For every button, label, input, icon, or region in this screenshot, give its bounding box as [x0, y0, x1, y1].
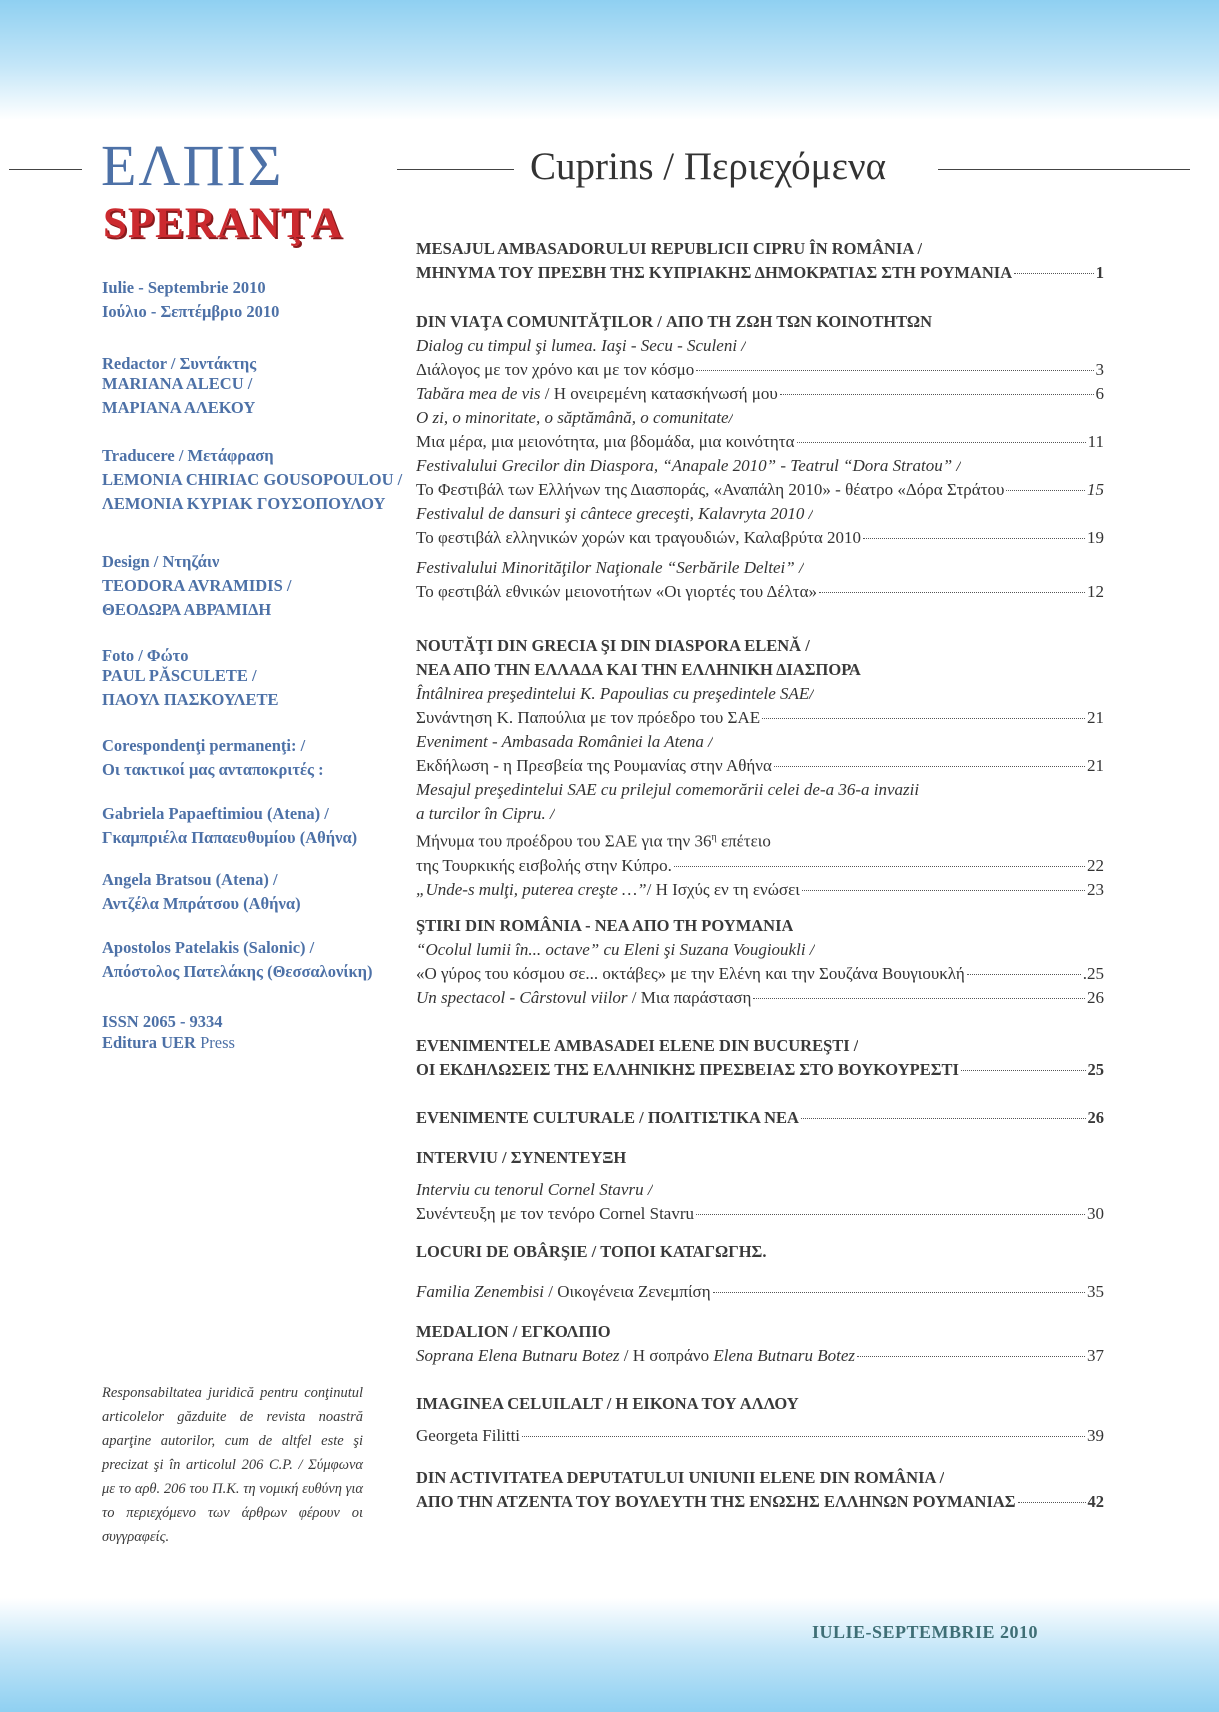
toc-entry[interactable]: Soprana Elena Butnaru Botez / Η σοπράνο Elena Butnaru Botez 37 — [416, 1344, 1104, 1368]
page-number: 21 — [1087, 708, 1104, 727]
toc-entry[interactable]: Συνέντευξη με τον τενόρο Cornel Stavru 30 — [416, 1202, 1104, 1226]
toc-section-communities: DIN VIAŢA COMUNITĂŢILOR / ΑΠΟ ΤΗ ΖΩΗ ΤΩΝ ΚΟΙΝΟΤΗΤΩΝ Dialog cu timpul şi lumea. Iaşi - Secu - Sculeni / Διάλογος με τον χρόνο και με τον κόσμο 3 Tabăra mea de vis / Η ονειρεμένη κατασκήνωσή μου 6 O zi, o minoritate, o săptămână, o comunitate/ Μια μέρα, μια μειονότητα, μια βδομάδα, μια κοινότητα 11 Festivalului Grecilor din Diaspora, “Anapale 2010” - Teatrul “Dora Stratou” / Το Φεστιβάλ των Ελλήνων της Διασποράς, «Αναπάλη 2010» - θέατρο «Δόρα Στράτου 15 Festivalul de dansuri şi cântece greceşti, Kalavryta 2010 / Το φεστιβάλ ελληνικών χορών και τραγουδιών, Καλαβρύτα 2010 19 Festivalului Minorităţilor Naţionale “Serbările Deltei” / Το φεστιβάλ εθνικών μειονοτήτων «Οι γιορτές του Δέλτα» 12 — [416, 310, 1104, 604]
page-number: 1 — [1095, 263, 1104, 282]
toc-entry[interactable]: Το Φεστιβάλ των Ελλήνων της Διασποράς, «Αναπάλη 2010» - θέατρο «Δόρα Στράτου 15 — [416, 478, 1104, 502]
toc-entry[interactable]: Συνάντηση Κ. Παπούλια με τον πρόεδρο του ΣΑΕ 21 — [416, 706, 1104, 730]
page-number: 3 — [1095, 360, 1104, 379]
toc-section-romania-news: ŞTIRI DIN ROMÂNIA - ΝΕΑ ΑΠΟ ΤΗ ΡΟΥΜΑΝΙΑ “Ocolul lumii în... octave” cu Eleni şi Suzana Vougioukli / «Ο γύρος του κόσμου σε... οκτάβες» με την Ελένη και την Σουζάνα Βουγιουκλή .25 Un spectacol - Cârstovul viilor / Μια παράσταση 26 — [416, 914, 1104, 1010]
bottom-gradient-band — [0, 1598, 1219, 1712]
issue-date: Iulie - Septembrie 2010 Ιούλιο - Σεπτέμβριο 2010 — [102, 278, 280, 321]
page-number: 11 — [1087, 432, 1104, 451]
toc-entry[interactable]: „Unde-s mulţi, puterea creşte …”/ Η Ισχύς εν τη ενώσει 23 — [416, 878, 1104, 902]
credit-editor: Redactor / Συντάκτης MARIANA ALECU / ΜΑΡΙΑΝΑ ΑΛΕΚΟΥ — [102, 354, 257, 417]
header-rule-left — [9, 169, 82, 170]
toc-section-interview: INTERVIU / ΣΥΝΕΝΤΕΥΞΗ Interviu cu tenorul Cornel Stavru / Συνέντευξη με τον τενόρο Cornel Stavru 30 — [416, 1146, 1104, 1226]
page-number: 15 — [1087, 480, 1104, 499]
correspondent-2: Angela Bratsou (Atena) / Αντζέλα Μπράτσου (Αθήνα) — [102, 870, 301, 913]
publication-info — [102, 1010, 235, 1055]
masthead-romanian-title: SPERANŢA — [103, 200, 343, 247]
toc-section-cultural-events — [416, 1106, 1104, 1130]
legal-disclaimer: Responsabiltatea juridică pentru conţinutul articolelor găzduite de revista noastră aparţine autorilor, cum de altfel este şi precizat şi în articolul 206 C.P. / Σύμφωνα με το αρθ. 206 του Π.Κ. τη νομική ευθύνη για το περιεχόμενο των άρθρων φέρουν οι συγγραφείς. — [102, 1385, 363, 1545]
toc-entry[interactable]: EVENIMENTE CULTURALE / ΠΟΛΙΤΙΣΤΙΚΑ ΝΕΑ 26 — [416, 1106, 1104, 1130]
section-heading: ΝΕΑ ΑΠΟ ΤΗΝ ΕΛΛΑΔΑ ΚΑΙ ΤΗΝ ΕΛΛΗΝΙΚΗ ΔΙΑΣΠΟΡΑ — [416, 660, 861, 679]
section-heading: INTERVIU / ΣΥΝΕΝΤΕΥΞΗ — [416, 1148, 627, 1167]
toc-entry[interactable]: Διάλογος με τον χρόνο και με τον κόσμο 3 — [416, 358, 1104, 382]
credit-role: Foto / Φώτο — [102, 646, 189, 665]
toc-section-deputy-activity: DIN ACTIVITATEA DEPUTATULUI UNIUNII ELENE DIN ROMÂNIA / ΑΠΟ ΤΗΝ ΑΤΖΕΝΤΑ ΤΟΥ ΒΟΥΛΕΥΤΗ ΤΗΣ ΕΝΩΣΗΣ ΕΛΛΗΝΩΝ ΡΟΥΜΑΝΙΑΣ 42 — [416, 1466, 1104, 1514]
section-heading: ŞTIRI DIN ROMÂNIA - ΝΕΑ ΑΠΟ ΤΗ ΡΟΥΜΑΝΙΑ — [416, 916, 794, 935]
credit-translation: Traducere / Μετάφραση LEMONIA CHIRIAC GOUSOPOULOU / ΛΕΜΟΝΙΑ ΚΥΡΙΑΚ ΓΟΥΣΟΠΟΥΛΟΥ — [102, 446, 403, 513]
top-gradient-band — [0, 0, 1219, 120]
page-number: 12 — [1087, 582, 1104, 601]
toc-entry[interactable]: ΑΠΟ ΤΗΝ ΑΤΖΕΝΤΑ ΤΟΥ ΒΟΥΛΕΥΤΗ ΤΗΣ ΕΝΩΣΗΣ ΕΛΛΗΝΩΝ ΡΟΥΜΑΝΙΑΣ 42 — [416, 1490, 1104, 1514]
footer-issue-date: IULIE-SEPTEMBRIE 2010 — [812, 1622, 1039, 1642]
toc-entry[interactable]: Familia Zenembisi / Οικογένεια Ζενεμπίση 35 — [416, 1280, 1104, 1304]
page-number: 35 — [1087, 1282, 1104, 1301]
toc-section-embassy-events: EVENIMENTELE AMBASADEI ELENE DIN BUCUREŞTI / ΟΙ ΕΚΔΗΛΩΣΕΙΣ ΤΗΣ ΕΛΛΗΝΙΚΗΣ ΠΡΕΣΒΕΙΑΣ ΣΤΟ ΒΟΥΚΟΥΡΕΣΤΙ 25 — [416, 1034, 1104, 1082]
page-number: 25 — [1087, 1060, 1104, 1079]
toc-entry[interactable]: Μια μέρα, μια μειονότητα, μια βδομάδα, μια κοινότητα 11 — [416, 430, 1104, 454]
toc-entry[interactable]: Un spectacol - Cârstovul viilor / Μια παράσταση 26 — [416, 986, 1104, 1010]
toc-entry[interactable]: ΜΗΝΥΜΑ ΤΟΥ ΠΡΕΣΒΗ ΤΗΣ ΚΥΠΡΙΑΚΗΣ ΔΗΜΟΚΡΑΤΙΑΣ ΣΤΗ ΡΟΥΜΑΝΙΑ 1 — [416, 261, 1104, 285]
toc-section-medallion — [416, 1320, 1104, 1368]
toc-title: Cuprins / Περιεχόμενα — [530, 145, 887, 188]
toc-entry[interactable]: «Ο γύρος του κόσμου σε... οκτάβες» με την Ελένη και την Σουζάνα Βουγιουκλή .25 — [416, 962, 1104, 986]
correspondent-1: Gabriela Papaeftimiou (Atena) / Γκαμπριέλα Παπαευθυμίου (Αθήνα) — [102, 804, 358, 847]
header-rule-middle — [397, 169, 514, 170]
section-heading: DIN VIAŢA COMUNITĂŢILOR / ΑΠΟ ΤΗ ΖΩΗ ΤΩΝ ΚΟΙΝΟΤΗΤΩΝ — [416, 312, 933, 331]
page-number: 30 — [1087, 1204, 1104, 1223]
toc-section-ambassador-message: MESAJUL AMBASADORULUI REPUBLICII CIPRU ÎN ROMÂNIA / ΜΗΝΥΜΑ ΤΟΥ ΠΡΕΣΒΗ ΤΗΣ ΚΥΠΡΙΑΚΗΣ ΔΗΜΟΚΡΑΤΙΑΣ ΣΤΗ ΡΟΥΜΑΝΙΑ 1 — [416, 237, 1104, 285]
toc-entry[interactable]: Tabăra mea de vis / Η ονειρεμένη κατασκήνωσή μου 6 — [416, 382, 1104, 406]
credit-design: Design / Ντηζάιν TEODORA AVRAMIDIS / ΘΕΟΔΩΡΑ ΑΒΡΑΜΙΔΗ — [102, 552, 292, 619]
section-heading: MEDALION / ΕΓΚΟΛΠΙΟ — [416, 1322, 611, 1341]
toc-section-greece-diaspora: NOUTĂŢI DIN GRECIA ŞI DIN DIASPORA ELENĂ / ΝΕΑ ΑΠΟ ΤΗΝ ΕΛΛΑΔΑ ΚΑΙ ΤΗΝ ΕΛΛΗΝΙΚΗ ΔΙΑΣΠΟΡΑ Întâlnirea preşedintelui K. Papoulias cu preşedintele SAE/ Συνάντηση Κ. Παπούλια με τον πρόεδρο του ΣΑΕ 21 Eveniment - Ambasada României la Atena / Εκδήλωση - η Πρεσβεία της Ρουμανίας στην Αθήνα 21 Mesajul preşedintelui SAE cu prilejul comemorării celei de-a 36-a invazii a turcilor în Cipru. / Μήνυμα του προέδρου του ΣΑΕ για την $36^\eta$ επέτειο της Τουρκικής εισβολής στην Κύπρο. 22 „Unde-s mulţi, puterea creşte …”/ Η Ισχύς εν τη ενώσει 23 — [416, 634, 1104, 902]
publisher: Editura UER Press — [102, 1033, 235, 1052]
page-number: 37 — [1087, 1346, 1104, 1365]
page-number: .25 — [1082, 964, 1104, 983]
page-number: 6 — [1095, 384, 1104, 403]
toc-entry[interactable]: της Τουρκικής εισβολής στην Κύπρο. 22 — [416, 854, 1104, 878]
page-number: 39 — [1087, 1426, 1104, 1445]
credit-photo: Foto / Φώτο PAUL PĂSCULETE / ΠΑΟΥΛ ΠΑΣΚΟΥΛΕΤΕ — [102, 646, 279, 709]
issn: ISSN 2065 - 9334 — [102, 1012, 223, 1031]
toc-entry[interactable]: Εκδήλωση - η Πρεσβεία της Ρουμανίας στην Αθήνα 21 — [416, 754, 1104, 778]
toc-entry[interactable]: ΟΙ ΕΚΔΗΛΩΣΕΙΣ ΤΗΣ ΕΛΛΗΝΙΚΗΣ ΠΡΕΣΒΕΙΑΣ ΣΤΟ ΒΟΥΚΟΥΡΕΣΤΙ 25 — [416, 1058, 1104, 1082]
toc-entry[interactable]: Georgeta Filitti 39 — [416, 1424, 1104, 1448]
toc-entry[interactable]: Το φεστιβάλ ελληνικών χορών και τραγουδιών, Καλαβρύτα 2010 19 — [416, 526, 1104, 550]
toc-entry[interactable]: Το φεστιβάλ εθνικών μειονοτήτων «Οι γιορτές του Δέλτα» 12 — [416, 580, 1104, 604]
page-number: 26 — [1087, 1108, 1104, 1127]
credit-role: Redactor / Συντάκτης — [102, 354, 257, 373]
page-number: 22 — [1087, 855, 1104, 875]
page-number: 23 — [1087, 879, 1104, 899]
credit-role: Design / Ντηζάιν — [102, 552, 220, 571]
credit-role: Traducere / Μετάφραση — [102, 446, 274, 465]
toc-section-image-of-other — [416, 1392, 1104, 1448]
page-number: 42 — [1087, 1492, 1104, 1511]
toc-section-origins — [416, 1240, 1104, 1304]
section-heading: LOCURI DE OBÂRŞIE / ΤΟΠΟΙ ΚΑΤΑΓΩΓΗΣ. — [416, 1242, 767, 1261]
section-heading: NOUTĂŢI DIN GRECIA ŞI DIN DIASPORA ELENĂ / — [416, 636, 810, 655]
page-number: 26 — [1087, 988, 1104, 1007]
masthead-greek-title: ΕΛΠΙΣ — [101, 133, 284, 198]
page-number: 21 — [1087, 756, 1104, 775]
correspondent-3: Apostolos Patelakis (Salonic) / Απόστολος Πατελάκης (Θεσσαλονίκη) — [102, 938, 373, 981]
page-number: 19 — [1087, 528, 1104, 547]
section-heading: IMAGINEA CELUILALT / Η ΕΙΚΟΝΑ ΤΟΥ ΑΛΛΟΥ — [416, 1394, 799, 1413]
correspondents-heading: Corespondenţi permanenţi: / Οι τακτικοί μας ανταποκριτές : — [102, 736, 324, 779]
header-rule-right — [938, 169, 1190, 170]
